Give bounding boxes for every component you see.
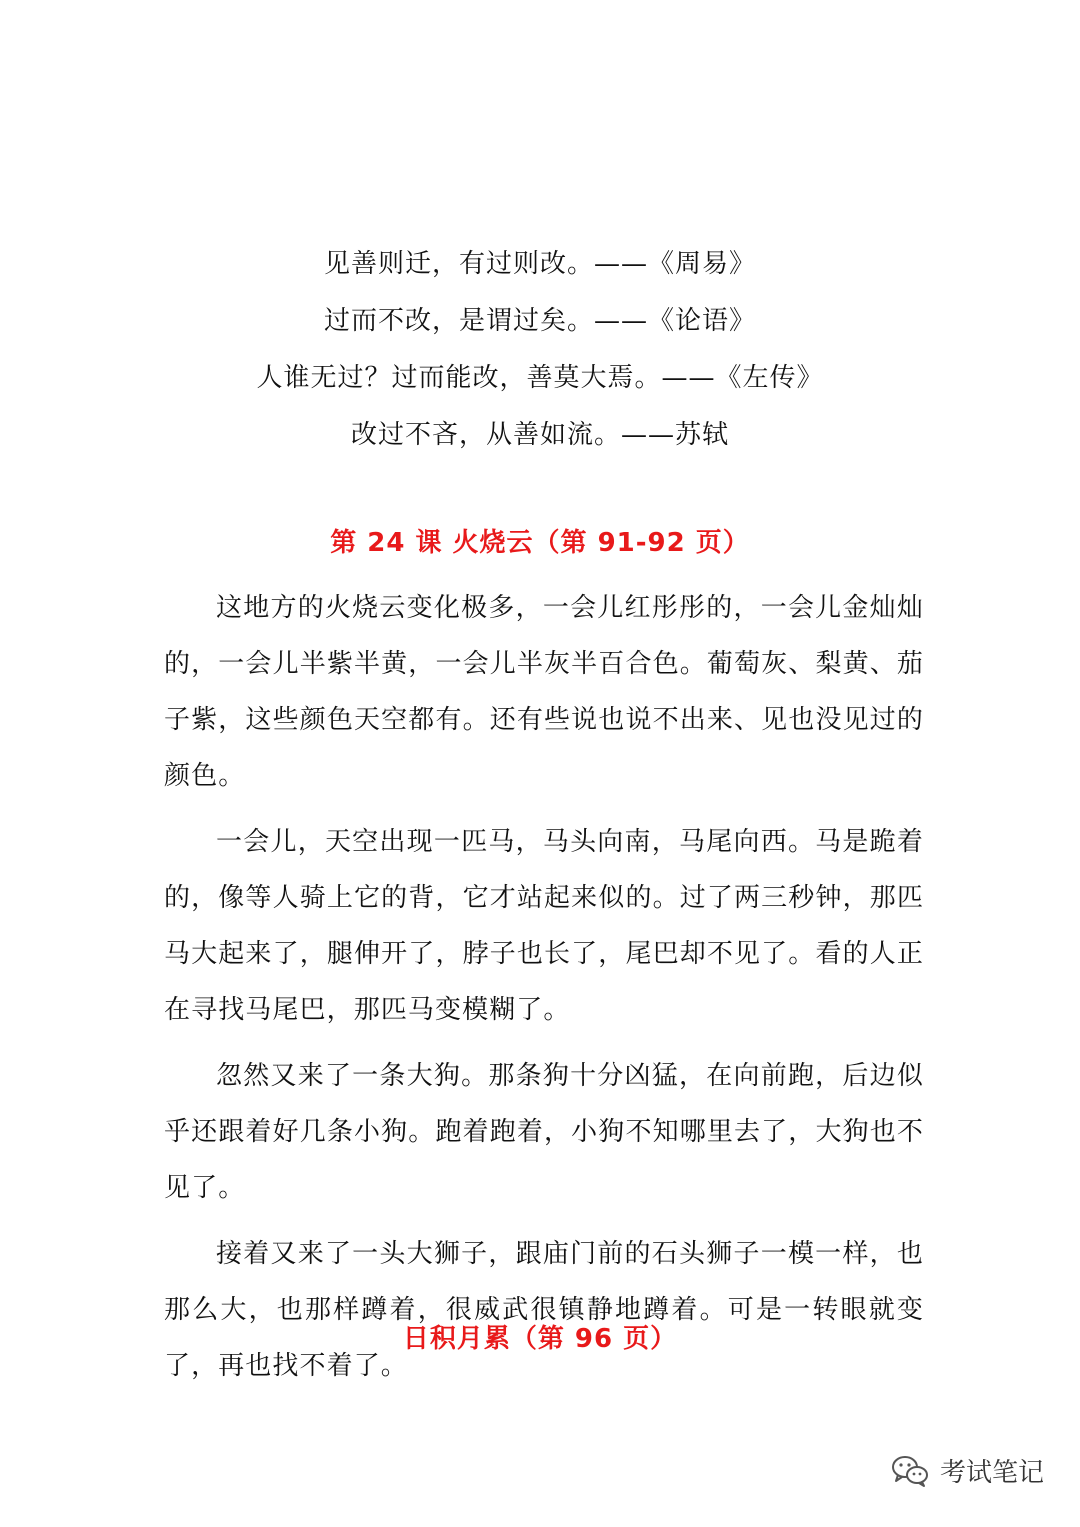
quote-line: 过而不改，是谓过矣。——《论语》 [323,306,756,336]
lesson-heading: 第 24 课 火烧云（第 91-92 页） [330,528,750,558]
watermark-text: 考试笔记 [939,1458,1044,1488]
quote-line: 人谁无过？过而能改，善莫大焉。——《左传》 [256,363,824,393]
quotes-section [0,236,1080,464]
passage-paragraph: 这地方的火烧云变化极多，一会儿红彤彤的，一会儿金灿灿的，一会儿半紫半黄，一会儿半灰半百合色。葡萄灰、梨黄、茄子紫，这些颜色天空都有。还有些说也说不出来、见也没见过的颜色。 [164,593,924,791]
quote-line: 改过不吝，从善如流。——苏轼 [350,420,729,450]
passage-paragraph: 一会儿，天空出现一匹马，马头向南，马尾向西。马是跪着的，像等人骑上它的背，它才站起来似的。过了两三秒钟，那匹马大起来了，腿伸开了，脖子也长了，尾巴却不见了。看的人正在寻找马尾巴，那匹马变模糊了。 [164,827,924,1025]
passage-paragraph: 忽然又来了一条大狗。那条狗十分凶猛，在向前跑，后边似乎还跟着好几条小狗。跑着跑着，小狗不知哪里去了，大狗也不见了。 [164,1061,924,1203]
quote-line: 见善则迁，有过则改。——《周易》 [323,249,756,279]
wechat-icon [890,1454,930,1488]
accumulation-heading: 日积月累（第 96 页） [402,1324,678,1354]
passage-paragraph: 接着又来了一头大狮子，跟庙门前的石头狮子一模一样，也那么大，也那样蹲着，很威武很镇静地蹲着。可是一转眼就变了，再也找不着了。 [164,1239,924,1381]
watermark [890,1452,1044,1489]
lesson-passage [164,580,924,1404]
